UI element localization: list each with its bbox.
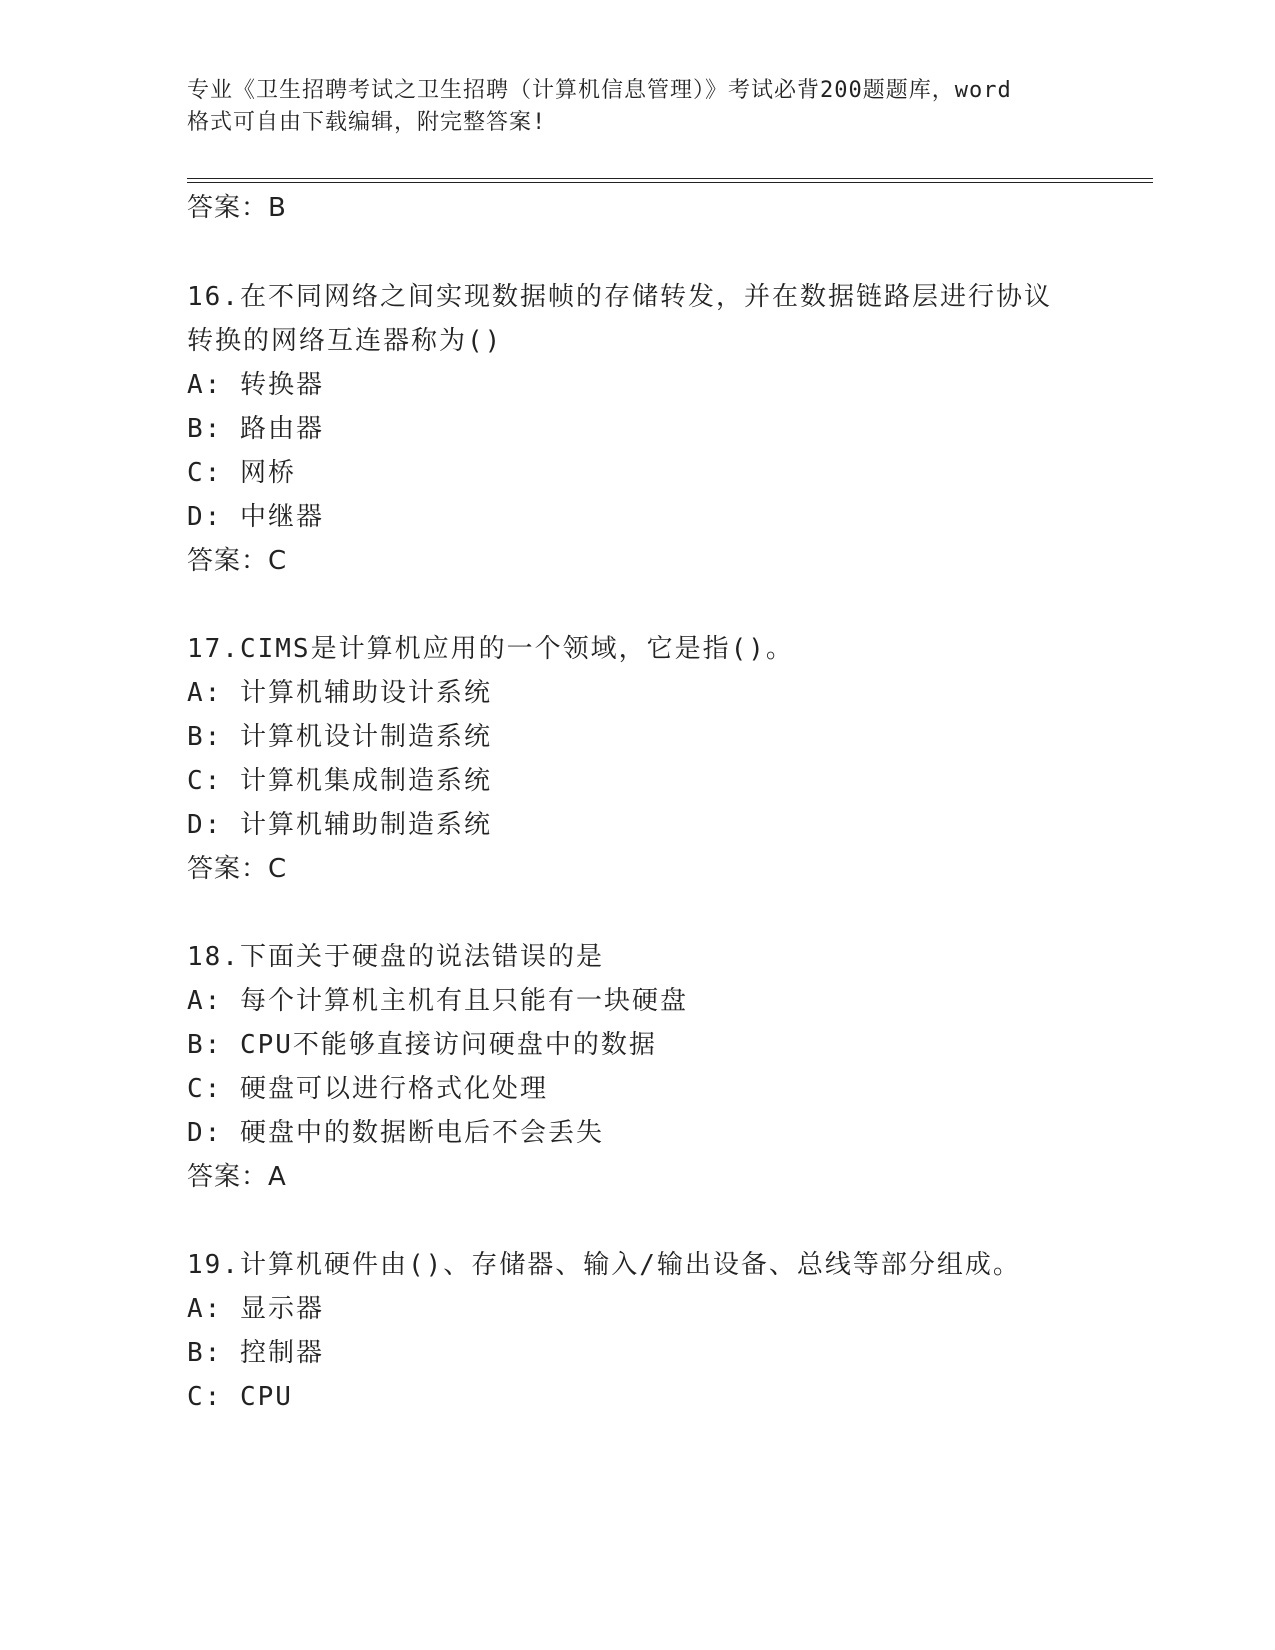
question-16-stem-line-1: 16.在不同网络之间实现数据帧的存储转发，并在数据链路层进行协议 bbox=[187, 282, 1052, 312]
question-16-answer: 答案：C bbox=[187, 546, 288, 576]
question-18-option-d: D: 硬盘中的数据断电后不会丢失 bbox=[187, 1118, 604, 1148]
question-18-option-c: C: 硬盘可以进行格式化处理 bbox=[187, 1074, 548, 1104]
document-header bbox=[187, 75, 1087, 139]
question-18-option-a: A: 每个计算机主机有且只能有一块硬盘 bbox=[187, 986, 688, 1016]
question-17-option-b: B: 计算机设计制造系统 bbox=[187, 722, 492, 752]
header-rule-bottom bbox=[187, 182, 1153, 183]
question-19-stem: 19.计算机硬件由()、存储器、输入/输出设备、总线等部分组成。 bbox=[187, 1250, 1021, 1280]
previous-answer: 答案：B bbox=[187, 193, 287, 223]
question-16-option-c: C: 网桥 bbox=[187, 458, 296, 488]
header-line-1: 专业《卫生招聘考试之卫生招聘（计算机信息管理）》考试必背200题题库，word bbox=[187, 78, 1012, 103]
question-19-option-b: B: 控制器 bbox=[187, 1338, 324, 1368]
question-16-option-a: A: 转换器 bbox=[187, 370, 324, 400]
question-17-option-a: A: 计算机辅助设计系统 bbox=[187, 678, 492, 708]
question-17-option-c: C: 计算机集成制造系统 bbox=[187, 766, 492, 796]
question-17-answer: 答案：C bbox=[187, 854, 288, 884]
question-17-stem: 17.CIMS是计算机应用的一个领域，它是指()。 bbox=[187, 634, 794, 664]
question-16-stem-line-2: 转换的网络互连器称为() bbox=[187, 326, 503, 356]
question-18-answer: 答案：A bbox=[187, 1162, 287, 1192]
question-17-option-d: D: 计算机辅助制造系统 bbox=[187, 810, 492, 840]
question-16-option-b: B: 路由器 bbox=[187, 414, 324, 444]
header-rule-top bbox=[187, 178, 1153, 179]
question-18-stem: 18.下面关于硬盘的说法错误的是 bbox=[187, 942, 604, 972]
question-19-option-a: A: 显示器 bbox=[187, 1294, 324, 1324]
question-19-option-c: C: CPU bbox=[187, 1382, 293, 1412]
header-line-2: 格式可自由下载编辑，附完整答案! bbox=[187, 110, 547, 135]
question-16-option-d: D: 中继器 bbox=[187, 502, 324, 532]
question-18-option-b: B: CPU不能够直接访问硬盘中的数据 bbox=[187, 1030, 657, 1060]
